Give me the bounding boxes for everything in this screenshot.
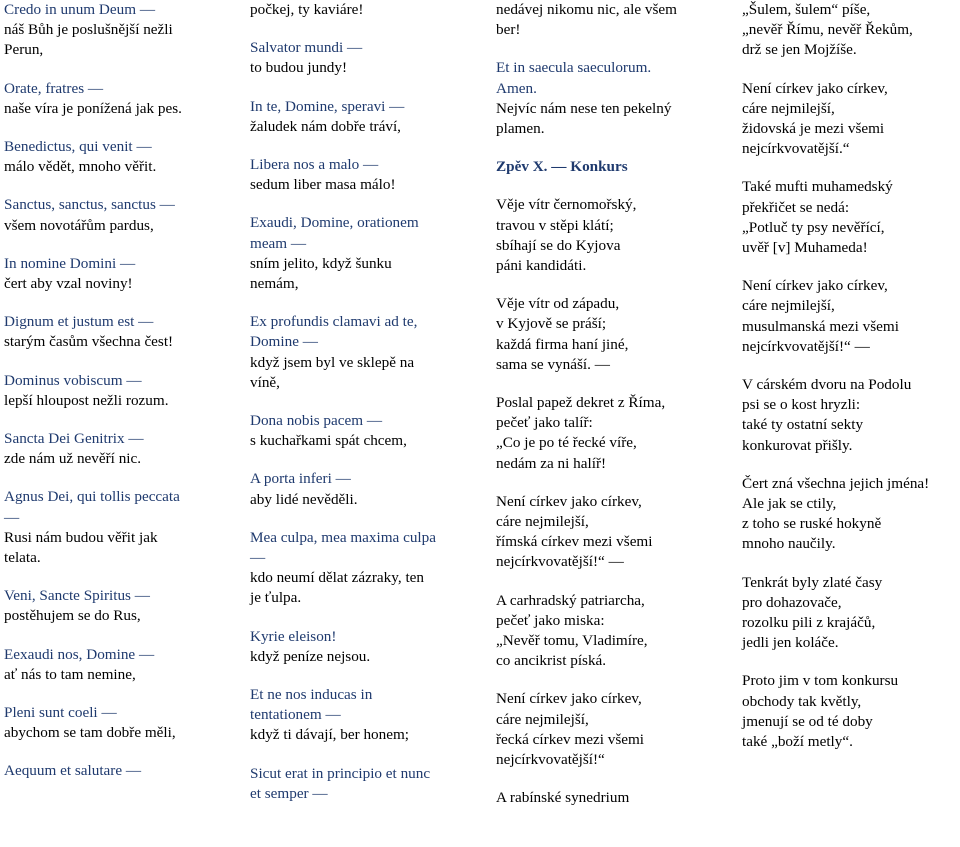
verse-line: v Kyjově se práší; xyxy=(496,315,607,333)
stanza xyxy=(4,0,236,61)
stanza xyxy=(4,703,236,743)
verse-line: A carhradský patriarcha, xyxy=(496,591,645,609)
stanza xyxy=(742,474,958,555)
stanza xyxy=(4,645,236,685)
stanza xyxy=(4,254,236,294)
verse-line: řecká církev mezi všemi xyxy=(496,730,645,748)
verse-line: málo vědět, mnoho věřit. xyxy=(4,158,157,176)
verse-line: ať nás to tam nemine, xyxy=(4,665,136,683)
verse-line: náš Bůh je poslušnější nežli xyxy=(4,21,173,39)
stanza xyxy=(250,97,482,137)
verse-line: každá firma haní jiné, xyxy=(496,335,629,353)
verse-line: telata. xyxy=(4,549,41,567)
latin-line: Veni, Sancte Spiritus — xyxy=(4,587,150,605)
stanza xyxy=(250,38,482,78)
stanza xyxy=(250,411,482,451)
verse-line: mnoho naučily. xyxy=(742,535,836,553)
stanza xyxy=(4,761,236,781)
verse-line: postěhujem se do Rus, xyxy=(4,607,141,625)
verse-line: plamen. xyxy=(496,120,545,138)
latin-line: In te, Domine, speravi — xyxy=(250,97,405,115)
latin-line: Exaudi, Domine, orationem xyxy=(250,214,419,232)
verse-line: rozolku pili z krajáčů, xyxy=(742,614,876,632)
verse-line: počkej, ty kaviáre! xyxy=(250,1,364,18)
stanza xyxy=(4,137,236,177)
stanza xyxy=(742,0,958,61)
verse-line: Perun, xyxy=(4,41,44,59)
verse-line: „Co je po té řecké víře, xyxy=(496,434,637,452)
verse-line: starým časům všechna čest! xyxy=(4,333,174,351)
verse-line: Není církev jako církev, xyxy=(742,277,888,295)
verse-line: cáre nejmilejší, xyxy=(496,513,589,531)
column-2 xyxy=(250,0,482,822)
stanza xyxy=(496,58,728,139)
latin-line: Et in saecula saeculorum. xyxy=(496,59,652,77)
verse-line: Věje vítr černomořský, xyxy=(496,196,637,214)
stanza xyxy=(4,195,236,235)
stanza xyxy=(4,371,236,411)
verse-line: nemám, xyxy=(250,275,299,293)
verse-line: „Šulem, šulem“ píše, xyxy=(742,1,871,18)
latin-line: meam — xyxy=(250,234,307,252)
verse-line: také „boží metly“. xyxy=(742,733,853,751)
stanza xyxy=(250,312,482,393)
latin-line: Domine — xyxy=(250,333,318,351)
latin-line: Ex profundis clamavi ad te, xyxy=(250,313,418,331)
verse-line: nedávej nikomu nic, ale všem xyxy=(496,1,677,18)
latin-line: Benedictus, qui venit — xyxy=(4,138,152,156)
verse-line: nejcírkvovatější!“ xyxy=(496,751,605,769)
verse-line: cáre nejmilejší, xyxy=(742,297,835,315)
stanza xyxy=(250,627,482,667)
verse-line: to budou jundy! xyxy=(250,59,348,77)
verse-line: „nevěř Římu, nevěř Řekům, xyxy=(742,21,913,39)
verse-line: travou v stěpi klátí; xyxy=(496,216,614,234)
verse-line: Také mufti muhamedský xyxy=(742,178,893,196)
verse-line: ber! xyxy=(496,21,521,39)
verse-line: lepší hloupost nežli rozum. xyxy=(4,391,169,409)
latin-line: Dona nobis pacem — xyxy=(250,412,383,430)
latin-line: Kyrie eleison! xyxy=(250,627,337,645)
verse-line: konkurovat přišly. xyxy=(742,436,853,454)
latin-line: Salvator mundi — xyxy=(250,39,363,57)
stanza xyxy=(496,788,728,808)
latin-line: Eexaudi nos, Domine — xyxy=(4,645,155,663)
stanza xyxy=(496,393,728,474)
verse-line: pro dohazovače, xyxy=(742,593,842,611)
stanza xyxy=(250,528,482,609)
verse-line: sama se vynáší. — xyxy=(496,355,610,373)
latin-line: et semper — xyxy=(250,784,328,802)
verse-line: „Potluč ty psy nevěřící, xyxy=(742,218,885,236)
latin-line: Mea culpa, mea maxima culpa xyxy=(250,528,436,546)
verse-line: z toho se ruské hokyně xyxy=(742,515,882,533)
section-heading: Zpěv X. — Konkurs xyxy=(496,158,628,176)
latin-line: Et ne nos inducas in xyxy=(250,686,373,704)
verse-line: V cárském dvoru na Podolu xyxy=(742,376,912,394)
stanza xyxy=(496,195,728,276)
stanza xyxy=(250,213,482,294)
stanza xyxy=(250,764,482,804)
verse-line: Poslal papež dekret z Říma, xyxy=(496,394,666,412)
verse-line: Věje vítr od západu, xyxy=(496,295,620,313)
latin-line: Sicut erat in principio et nunc xyxy=(250,764,431,782)
stanza xyxy=(4,487,236,568)
stanza xyxy=(742,79,958,160)
stanza xyxy=(496,0,728,40)
stanza xyxy=(250,0,482,20)
stanza xyxy=(496,492,728,573)
stanza xyxy=(4,429,236,469)
verse-line: zde nám už nevěří nic. xyxy=(4,450,142,468)
verse-line: jedli jen koláče. xyxy=(742,634,839,652)
verse-line: žaludek nám dobře tráví, xyxy=(250,117,401,135)
stanza xyxy=(250,155,482,195)
verse-line: když peníze nejsou. xyxy=(250,647,371,665)
stanza xyxy=(250,685,482,746)
latin-line: Pleni sunt coeli — xyxy=(4,704,117,722)
verse-line: psi se o kost hryzli: xyxy=(742,396,861,414)
stanza xyxy=(496,689,728,770)
verse-line: Nejvíc nám nese ten pekelný xyxy=(496,99,672,117)
verse-line: římská církev mezi všemi xyxy=(496,533,653,551)
verse-line: Ale jak se ctily, xyxy=(742,495,837,513)
latin-line: Dignum et justum est — xyxy=(4,313,154,331)
verse-line: když jsem byl ve sklepě na xyxy=(250,353,415,371)
verse-line: Rusi nám budou věřit jak xyxy=(4,528,158,546)
verse-line: sbíhají se do Kyjova xyxy=(496,236,621,254)
stanza xyxy=(742,177,958,258)
verse-line: „Nevěř tomu, Vladimíre, xyxy=(496,632,648,650)
verse-line: s kuchařkami spát chcem, xyxy=(250,432,407,450)
latin-line: — xyxy=(4,508,20,526)
stanza xyxy=(496,157,728,177)
verse-line: nejcírkvovatější!“ — xyxy=(496,553,624,571)
stanza xyxy=(742,276,958,357)
verse-line: Není církev jako církev, xyxy=(742,79,888,97)
column-3 xyxy=(496,0,728,827)
latin-line: Credo in unum Deum — xyxy=(4,1,156,18)
verse-line: uvěř [v] Muhameda! xyxy=(742,239,868,257)
latin-line: Dominus vobiscum — xyxy=(4,371,142,389)
verse-line: Čert zná všechna jejich jména! xyxy=(742,474,930,492)
verse-line: čert aby vzal noviny! xyxy=(4,275,133,293)
verse-line: páni kandidáti. xyxy=(496,257,587,275)
verse-line: židovská je mezi všemi xyxy=(742,120,885,138)
verse-line: Není církev jako církev, xyxy=(496,690,642,708)
verse-line: aby lidé nevěděli. xyxy=(250,490,358,508)
verse-line: pečeť jako talíř: xyxy=(496,414,593,432)
verse-line: Proto jim v tom konkursu xyxy=(742,672,899,690)
latin-line: tentationem — xyxy=(250,706,341,724)
verse-line: nejcírkvovatější!“ — xyxy=(742,337,870,355)
verse-line: nedám za ni halíř! xyxy=(496,454,607,472)
verse-line: sním jelito, když šunku xyxy=(250,254,392,272)
latin-line: A porta inferi — xyxy=(250,470,351,488)
verse-line: naše víra je ponížená jak pes. xyxy=(4,99,182,117)
verse-line: všem novotářům pardus, xyxy=(4,216,154,234)
verse-line: je ťulpa. xyxy=(250,589,302,607)
verse-line: A rabínské synedrium xyxy=(496,789,630,807)
stanza xyxy=(496,294,728,375)
latin-line: Amen. xyxy=(496,79,537,97)
stanza xyxy=(742,375,958,456)
stanza xyxy=(742,573,958,654)
latin-line: In nomine Domini — xyxy=(4,254,136,272)
stanza xyxy=(4,312,236,352)
latin-line: Libera nos a malo — xyxy=(250,156,379,174)
verse-line: cáre nejmilejší, xyxy=(742,99,835,117)
verse-line: překřičet se nedá: xyxy=(742,198,850,216)
verse-line: nejcírkvovatější.“ xyxy=(742,140,850,158)
verse-line: Není církev jako církev, xyxy=(496,492,642,510)
verse-line: víně, xyxy=(250,373,280,391)
verse-line: Tenkrát byly zlaté časy xyxy=(742,573,883,591)
verse-line: kdo neumí dělat zázraky, ten xyxy=(250,569,425,587)
verse-line: drž se jen Mojžíše. xyxy=(742,41,857,59)
verse-line: také ty ostatní sekty xyxy=(742,416,864,434)
verse-line: co ancikrist píská. xyxy=(496,652,607,670)
latin-line: Sanctus, sanctus, sanctus — xyxy=(4,196,175,214)
latin-line: Agnus Dei, qui tollis peccata xyxy=(4,488,180,506)
column-1 xyxy=(4,0,236,800)
column-4 xyxy=(742,0,958,770)
latin-line: Orate, fratres — xyxy=(4,79,104,97)
latin-line: — xyxy=(250,549,266,567)
verse-line: musulmanská mezi všemi xyxy=(742,317,899,335)
stanza xyxy=(496,591,728,672)
verse-line: cáre nejmilejší, xyxy=(496,710,589,728)
verse-line: pečeť jako miska: xyxy=(496,611,605,629)
verse-line: sedum liber masa málo! xyxy=(250,176,396,194)
verse-line: obchody tak květly, xyxy=(742,692,862,710)
verse-line: když ti dávají, ber honem; xyxy=(250,726,410,744)
stanza xyxy=(250,469,482,509)
latin-line: Aequum et salutare — xyxy=(4,762,142,780)
latin-line: Sancta Dei Genitrix — xyxy=(4,430,144,448)
stanza xyxy=(4,79,236,119)
stanza xyxy=(4,586,236,626)
verse-line: jmenují se od té doby xyxy=(742,712,873,730)
verse-line: abychom se tam dobře měli, xyxy=(4,724,176,742)
stanza xyxy=(742,671,958,752)
